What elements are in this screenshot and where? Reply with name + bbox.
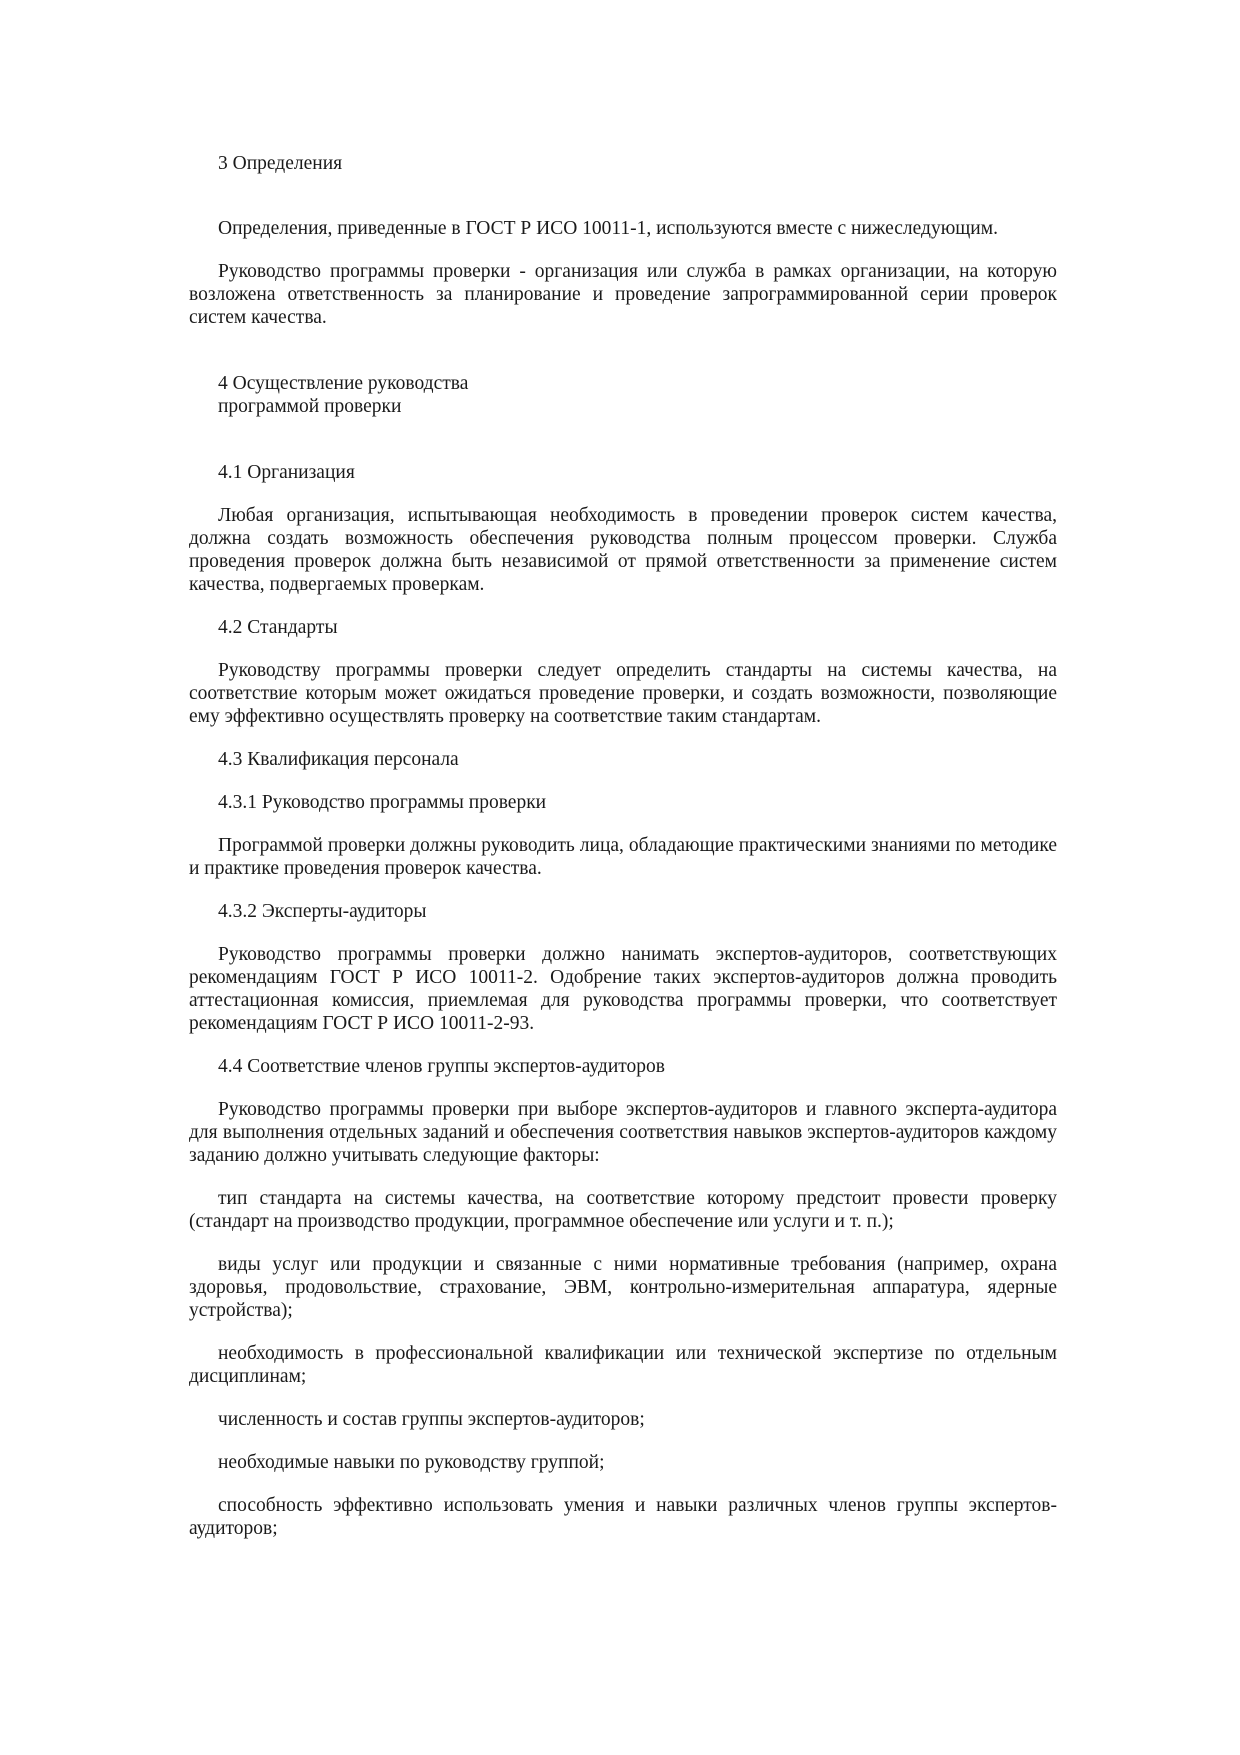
section-4-3-1-heading: 4.3.1 Руководство программы проверки — [218, 792, 547, 813]
section-4-2-text: Руководству программы проверки следует определить стандарты на системы качества, на соответствие которым может ожидаться проведение проверки, и создать возможности, позволяющие ему эффективно осуществлять проверку на соответствие таким стандартам. — [189, 660, 1057, 727]
section-4-4-text: Руководство программы проверки при выборе экспертов-аудиторов и главного эксперта-аудитора для выполнения отдельных заданий и обеспечения соответствия навыков экспертов-аудиторов каждому заданию должно учитывать следующие факторы: — [189, 1099, 1057, 1166]
section-4-1-heading: 4.1 Организация — [218, 462, 355, 483]
section-4-heading — [189, 372, 1057, 418]
factor-item: способность эффективно использовать умения и навыки различных членов группы экспертов-аудиторов; — [189, 1495, 1057, 1539]
section-4-heading-line-1: 4 Осуществление руководства — [218, 373, 469, 394]
section-4-1-text: Любая организация, испытывающая необходимость в проведении проверок систем качества, должна создать возможность обеспечения руководства полным процессом проверки. Служба проведения проверок должна быть независимой от прямой ответственности за применение систем качества, подвергаемых проверкам. — [189, 505, 1057, 595]
document-body — [189, 152, 1057, 1540]
section-3-intro: Определения, приведенные в ГОСТ Р ИСО 10011-1, используются вместе с нижеследующим. — [218, 218, 998, 239]
section-4-3-heading: 4.3 Квалификация персонала — [218, 749, 459, 770]
section-3-heading: 3 Определения — [218, 153, 343, 174]
factor-item: необходимые навыки по руководству группой; — [218, 1452, 605, 1473]
factor-item: тип стандарта на системы качества, на соответствие которому предстоит провести проверку (стандарт на производство продукции, программное обеспечение или услуги и т. п.); — [189, 1188, 1057, 1232]
section-4-3-1-text: Программой проверки должны руководить лица, обладающие практическими знаниями по методике и практике проведения проверок качества. — [189, 835, 1057, 879]
factor-item: необходимость в профессиональной квалификации или технической экспертизе по отдельным дисциплинам; — [189, 1343, 1057, 1387]
section-4-3-2-heading: 4.3.2 Эксперты-аудиторы — [218, 901, 427, 922]
section-4-heading-line-2: программой проверки — [218, 396, 402, 417]
section-4-3-2-text: Руководство программы проверки должно нанимать экспертов-аудиторов, соответствующих рекомендациям ГОСТ Р ИСО 10011-2. Одобрение таких экспертов-аудиторов должна проводить аттестационная комиссия, приемлемая для руководства программы проверки, что соответствует рекомендациям ГОСТ Р ИСО 10011-2-93. — [189, 944, 1057, 1034]
factor-item: виды услуг или продукции и связанные с ними нормативные требования (например, охрана здоровья, продовольствие, страхование, ЭВМ, контрольно-измерительная аппаратура, ядерные устройства); — [189, 1254, 1057, 1321]
section-4-4-heading: 4.4 Соответствие членов группы экспертов-аудиторов — [218, 1056, 666, 1077]
factor-item: численность и состав группы экспертов-аудиторов; — [218, 1409, 645, 1430]
section-4-2-heading: 4.2 Стандарты — [218, 617, 338, 638]
section-3-definition: Руководство программы проверки - организация или служба в рамках организации, на которую возложена ответственность за планирование и проведение запрограммированной серии проверок систем качества. — [189, 261, 1057, 328]
